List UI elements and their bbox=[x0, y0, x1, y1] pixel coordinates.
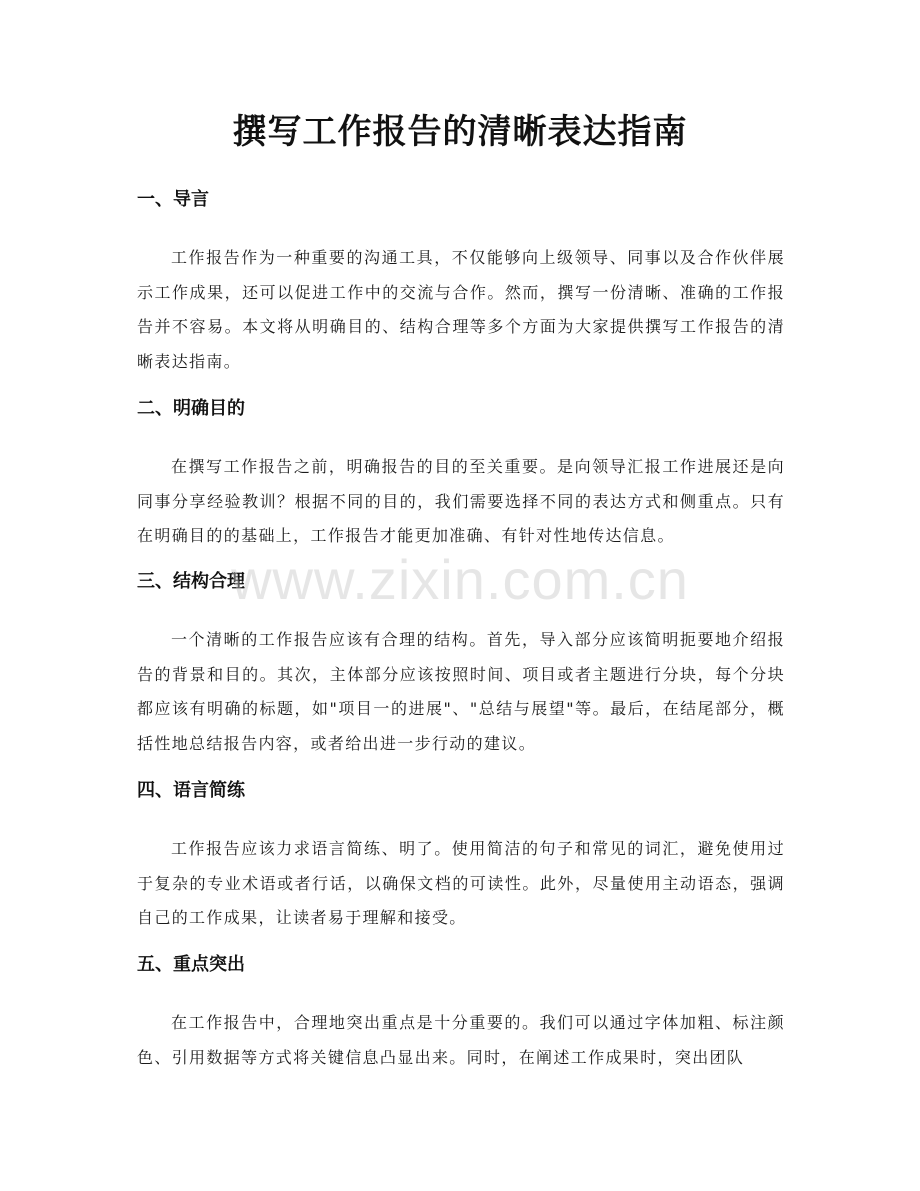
section-concise-language bbox=[137, 777, 785, 936]
section-heading: 三、结构合理 bbox=[137, 571, 245, 592]
section-heading: 五、重点突出 bbox=[137, 954, 245, 975]
section-clear-purpose bbox=[137, 395, 785, 554]
section-paragraph: 工作报告作为一种重要的沟通工具，不仅能够向上级领导、同事以及合作伙伴展示工作成果，还可以促进工作中的交流与合作。然而，撰写一份清晰、准确的工作报告并不容易。本文将从明确目的、结构合理等多个方面为大家提供撰写工作报告的清晰表达指南。 bbox=[137, 248, 785, 371]
section-paragraph: 在撰写工作报告之前，明确报告的目的至关重要。是向领导汇报工作进展还是向同事分享经验教训？根据不同的目的，我们需要选择不同的表达方式和侧重点。只有在明确目的的基础上，工作报告才能更加准确、有针对性地传达信息。 bbox=[137, 457, 785, 545]
section-paragraph: 在工作报告中，合理地突出重点是十分重要的。我们可以通过字体加粗、标注颜色、引用数据等方式将关键信息凸显出来。同时，在阐述工作成果时，突出团队 bbox=[137, 1013, 785, 1067]
section-introduction bbox=[137, 186, 785, 379]
section-heading: 二、明确目的 bbox=[137, 398, 245, 419]
section-paragraph: 工作报告应该力求语言简练、明了。使用简洁的句子和常见的词汇，避免使用过于复杂的专业术语或者行话，以确保文档的可读性。此外，尽量使用主动语态，强调自己的工作成果，让读者易于理解和接受。 bbox=[137, 839, 785, 927]
section-structure bbox=[137, 568, 785, 761]
section-paragraph: 一个清晰的工作报告应该有合理的结构。首先，导入部分应该简明扼要地介绍报告的背景和目的。其次，主体部分应该按照时间、项目或者主题进行分块，每个分块都应该有明确的标题，如"项目一的进展"、"总结与展望"等。最后，在结尾部分，概括性地总结报告内容，或者给出进一步行动的建议。 bbox=[137, 630, 785, 753]
section-heading: 四、语言简练 bbox=[137, 780, 245, 801]
section-highlight-key-points bbox=[137, 951, 785, 1075]
section-heading: 一、导言 bbox=[137, 189, 209, 210]
document-title: 撰写工作报告的清晰表达指南 bbox=[232, 112, 688, 152]
watermark-text: www.zixin.com.cn bbox=[231, 548, 689, 611]
